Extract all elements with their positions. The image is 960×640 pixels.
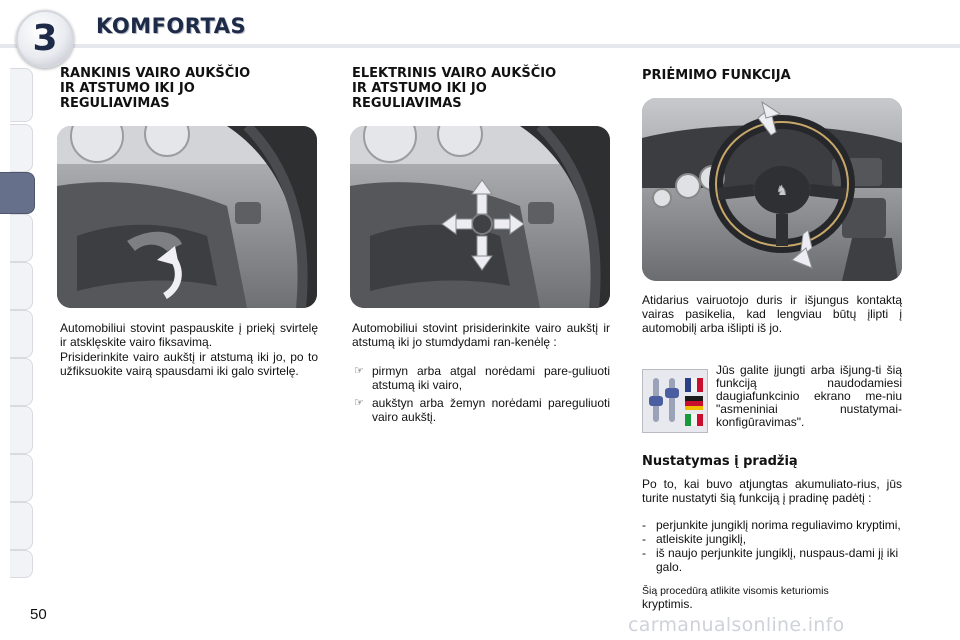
config-menu-note: Jūs galite įjungti arba išjung-ti šią funkciją naudodamiesi daugiafunkcinio ekrano me-niu "asmeniniai nustatymai-konfigūravimas". <box>716 363 902 429</box>
electric-switch-photo <box>350 126 610 308</box>
bullet-item <box>352 364 610 392</box>
dash-marker: - <box>642 532 646 546</box>
reset-steps <box>642 518 902 574</box>
manual-adjust-paragraph: Prisiderinkite vairo aukštį ir atstumą iki jo, po to užfiksuokite vairą spausdami iki galo svirtelę. <box>60 350 318 378</box>
step-text: atleiskite jungiklį, <box>656 532 747 546</box>
chapter-tab-8[interactable] <box>10 406 33 454</box>
heading-line: REGULIAVIMAS <box>352 96 462 111</box>
chapter-tab-2[interactable] <box>10 124 33 172</box>
electric-adjust-heading <box>352 66 556 111</box>
chapter-tab-5[interactable] <box>10 262 33 310</box>
header-stripe <box>0 44 960 48</box>
chapter-tab-11[interactable] <box>10 550 33 578</box>
welcome-function-heading: PRIĖMIMO FUNKCIJA <box>642 68 791 83</box>
electric-adjust-bullets <box>352 364 610 428</box>
heading-line: IR ATSTUMO IKI JO <box>60 81 195 96</box>
site-watermark: carmanualsonline.info <box>628 614 845 636</box>
closing-note-large: kryptimis. <box>642 597 693 611</box>
heading-line: IR ATSTUMO IKI JO <box>352 81 487 96</box>
heading-line: ELEKTRINIS VAIRO AUKŠČIO <box>352 66 557 81</box>
chapter-tab-1[interactable] <box>10 68 33 122</box>
step-item <box>642 518 902 532</box>
bullet-text: pirmyn arba atgal norėdami pare-guliuoti atstumą iki vairo, <box>372 364 610 392</box>
chapter-tab-9[interactable] <box>10 454 33 502</box>
page-number: 50 <box>30 606 47 623</box>
chapter-tab-7[interactable] <box>10 358 33 406</box>
chapter-tab-4[interactable] <box>10 214 33 262</box>
pointing-hand-icon: ☞ <box>354 364 364 377</box>
chapter-tab-10[interactable] <box>10 502 33 550</box>
svg-text:♞: ♞ <box>775 183 789 199</box>
manual-adjust-heading <box>60 66 250 111</box>
welcome-function-paragraph: Atidarius vairuotojo duris ir išjungus kontaktą vairas pasikelia, kad lengviau būtų įlipti į automobilį arba išlipti iš jo. <box>642 293 902 335</box>
closing-note-small: Šią procedūrą atlikite visomis keturiomis <box>642 585 829 597</box>
step-text: iš naujo perjunkite jungiklį, nuspaus-dami jį iki galo. <box>656 546 899 574</box>
config-menu-icon <box>642 369 708 433</box>
dash-marker: - <box>642 518 646 532</box>
step-item <box>642 546 902 574</box>
steering-wheel-photo <box>642 98 902 281</box>
step-text: perjunkite jungiklį norima reguliavimo kryptimi, <box>656 518 901 532</box>
manual-adjust-paragraph: Automobiliui stovint paspauskite į priekį svirtelę ir atsklęskite vairo fiksavimą. <box>60 321 318 349</box>
chapter-tab-3-active[interactable] <box>0 172 35 214</box>
manual-lever-photo <box>57 126 317 308</box>
bullet-text: aukštyn arba žemyn norėdami pareguliuoti vairo aukštį. <box>372 396 610 424</box>
heading-line: REGULIAVIMAS <box>60 96 170 111</box>
dash-marker: - <box>642 546 646 560</box>
electric-adjust-intro: Automobiliui stovint prisiderinkite vairo aukštį ir atstumą iki jo stumdydami ran-kenėlę : <box>352 321 610 349</box>
chapter-number: 3 <box>32 18 58 59</box>
chapter-tab-6[interactable] <box>10 310 33 358</box>
pointing-hand-icon: ☞ <box>354 396 364 409</box>
section-title: KOMFORTAS <box>96 14 247 38</box>
heading-line: RANKINIS VAIRO AUKŠČIO <box>60 66 251 81</box>
bullet-item <box>352 396 610 424</box>
step-item <box>642 532 902 546</box>
reset-intro: Po to, kai buvo atjungtas akumuliato-rius, jūs turite nustatyti šią funkciją į pradinę padėtį : <box>642 477 902 505</box>
reset-subheading: Nustatymas į pradžią <box>642 454 798 469</box>
